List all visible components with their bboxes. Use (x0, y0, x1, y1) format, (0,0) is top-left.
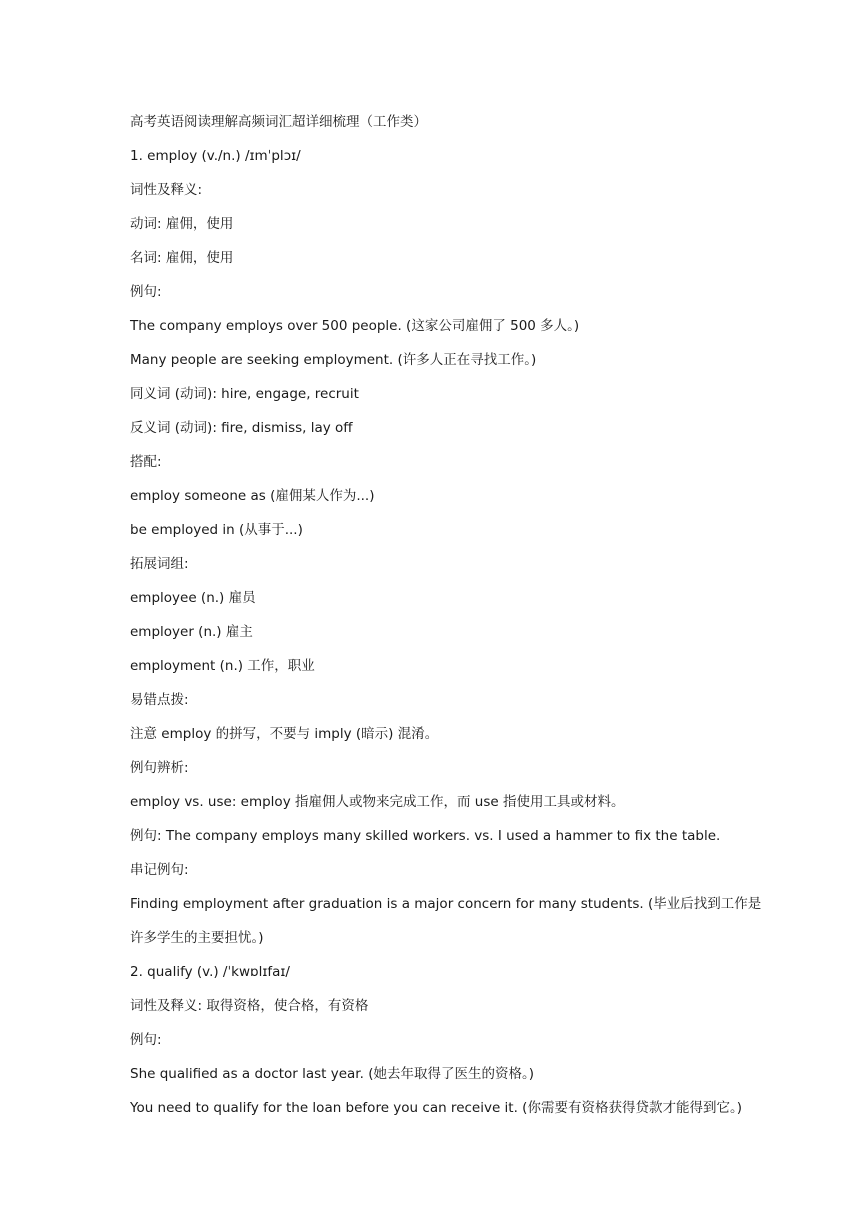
extended-phrase-item: employee (n.) 雇员 (130, 590, 256, 606)
mnemonic-example-line-1: Finding employment after graduation is a major concern for many students. (毕业后找到工作是 (130, 896, 762, 912)
example-analysis-sentence: 例句: The company employs many skilled workers. vs. I used a hammer to fix the table. (130, 828, 721, 844)
example-sentence: Many people are seeking employment. (许多人正在寻找工作。) (130, 352, 537, 368)
extended-phrase-item: employer (n.) 雇主 (130, 624, 253, 640)
antonyms-line: 反义词 (动词): fire, dismiss, lay off (130, 420, 353, 436)
section-label-pos-meaning: 词性及释义: (130, 182, 203, 198)
word-heading-employ: 1. employ (v./n.) /ɪmˈplɔɪ/ (130, 148, 301, 164)
example-analysis-note: employ vs. use: employ 指雇佣人或物来完成工作，而 use 指使用工具或材料。 (130, 794, 625, 810)
mnemonic-example-line-2: 许多学生的主要担忧。) (130, 930, 264, 946)
section-label-extended-phrases: 拓展词组: (130, 556, 189, 572)
definition-verb: 动词: 雇佣，使用 (130, 216, 234, 232)
example-sentence: The company employs over 500 people. (这家公司雇佣了 500 多人。) (130, 318, 580, 334)
word-heading-qualify: 2. qualify (v.) /ˈkwɒlɪfaɪ/ (130, 964, 290, 980)
section-label-collocations: 搭配: (130, 454, 162, 470)
section-label-mnemonic-example: 串记例句: (130, 862, 189, 878)
extended-phrase-item: employment (n.) 工作，职业 (130, 658, 315, 674)
definition-noun: 名词: 雇佣，使用 (130, 250, 234, 266)
section-label-common-mistakes: 易错点拨: (130, 692, 189, 708)
collocation-item: employ someone as (雇佣某人作为...) (130, 488, 375, 504)
document-body (130, 109, 762, 1129)
section-label-example-analysis: 例句辨析: (130, 760, 189, 776)
synonyms-line: 同义词 (动词): hire, engage, recruit (130, 386, 359, 402)
section-label-examples: 例句: (130, 284, 162, 300)
example-sentence: You need to qualify for the loan before you can receive it. (你需要有资格获得贷款才能得到它。) (130, 1100, 742, 1116)
collocation-item: be employed in (从事于...) (130, 522, 303, 538)
definition-qualify: 词性及释义: 取得资格，使合格，有资格 (130, 998, 369, 1014)
common-mistake-note: 注意 employ 的拼写，不要与 imply (暗示) 混淆。 (130, 726, 439, 742)
document-title: 高考英语阅读理解高频词汇超详细梳理（工作类） (130, 114, 427, 130)
section-label-examples: 例句: (130, 1032, 162, 1048)
example-sentence: She qualified as a doctor last year. (她去年取得了医生的资格。) (130, 1066, 534, 1082)
